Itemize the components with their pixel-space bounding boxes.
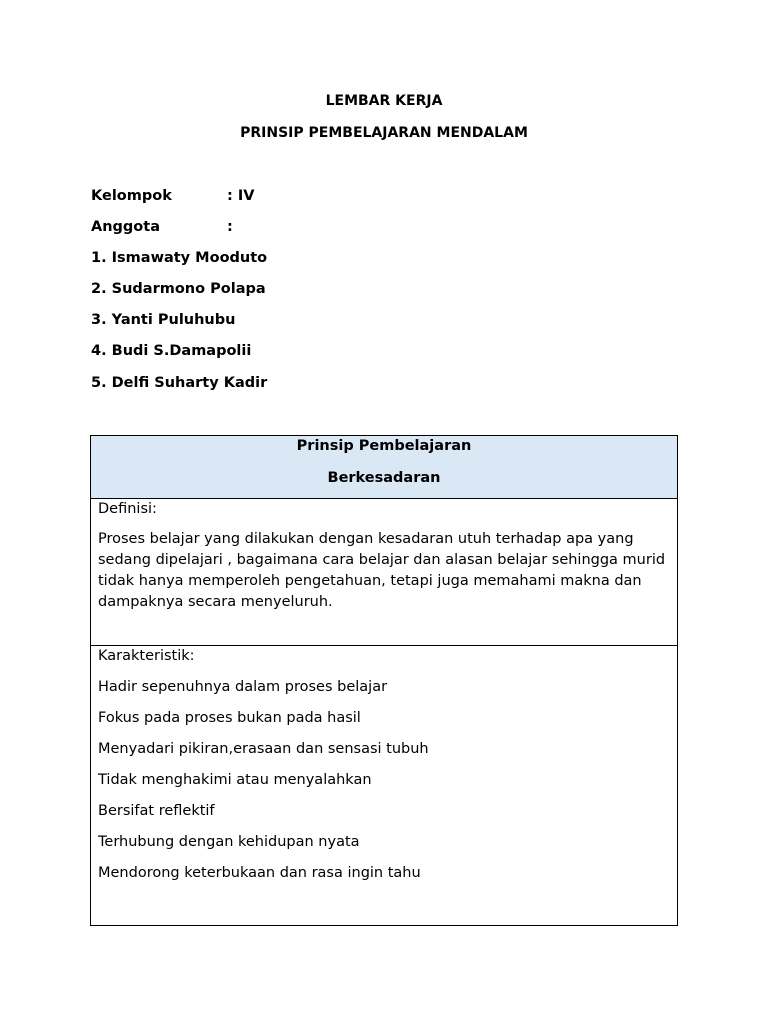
member-item: 2. Sudarmono Polapa [91,281,266,297]
characteristics-label: Karakteristik: [98,648,195,664]
definition-text: Proses belajar yang dilakukan dengan kesadaran utuh terhadap apa yang sedang dipelajari , bagaimana cara belajar dan alasan belajar sehingga murid tidak hanya memperoleh pengetahuan, tetapi juga memahami makna dan dampaknya secara menyeluruh. [98,531,666,610]
characteristics-cell [91,646,678,926]
member-item: 1. Ismawaty Mooduto [91,250,268,266]
table-header-cell [91,436,678,499]
group-label: Kelompok [91,188,172,204]
characteristic-item: Mendorong keterbukaan dan rasa ingin tahu [98,865,421,881]
member-item: 4. Budi S.Damapolii [91,343,252,359]
table-header-line2: Berkesadaran [327,470,441,486]
characteristic-item: Menyadari pikiran,erasaan dan sensasi tubuh [98,741,429,757]
member-item: 3. Yanti Puluhubu [91,312,236,328]
document-title: LEMBAR KERJA [325,93,443,109]
definition-label: Definisi: [98,501,157,517]
characteristic-item: Tidak menghakimi atau menyalahkan [98,772,372,788]
document-subtitle: PRINSIP PEMBELAJARAN MENDALAM [240,125,528,141]
characteristic-item: Terhubung dengan kehidupan nyata [98,834,360,850]
characteristic-item: Hadir sepenuhnya dalam proses belajar [98,679,388,695]
table-header-line1: Prinsip Pembelajaran [296,438,472,454]
group-info [91,187,254,205]
members-label: Anggota [91,219,160,235]
members-heading [91,218,233,236]
characteristic-item: Bersifat reflektif [98,803,215,819]
group-value: : IV [227,188,255,204]
definition-cell [91,499,678,646]
principle-table [90,435,678,926]
members-colon: : [227,219,233,235]
characteristics-list [98,678,677,882]
characteristic-item: Fokus pada proses bukan pada hasil [98,710,361,726]
member-item: 5. Delfi Suharty Kadir [91,375,268,391]
